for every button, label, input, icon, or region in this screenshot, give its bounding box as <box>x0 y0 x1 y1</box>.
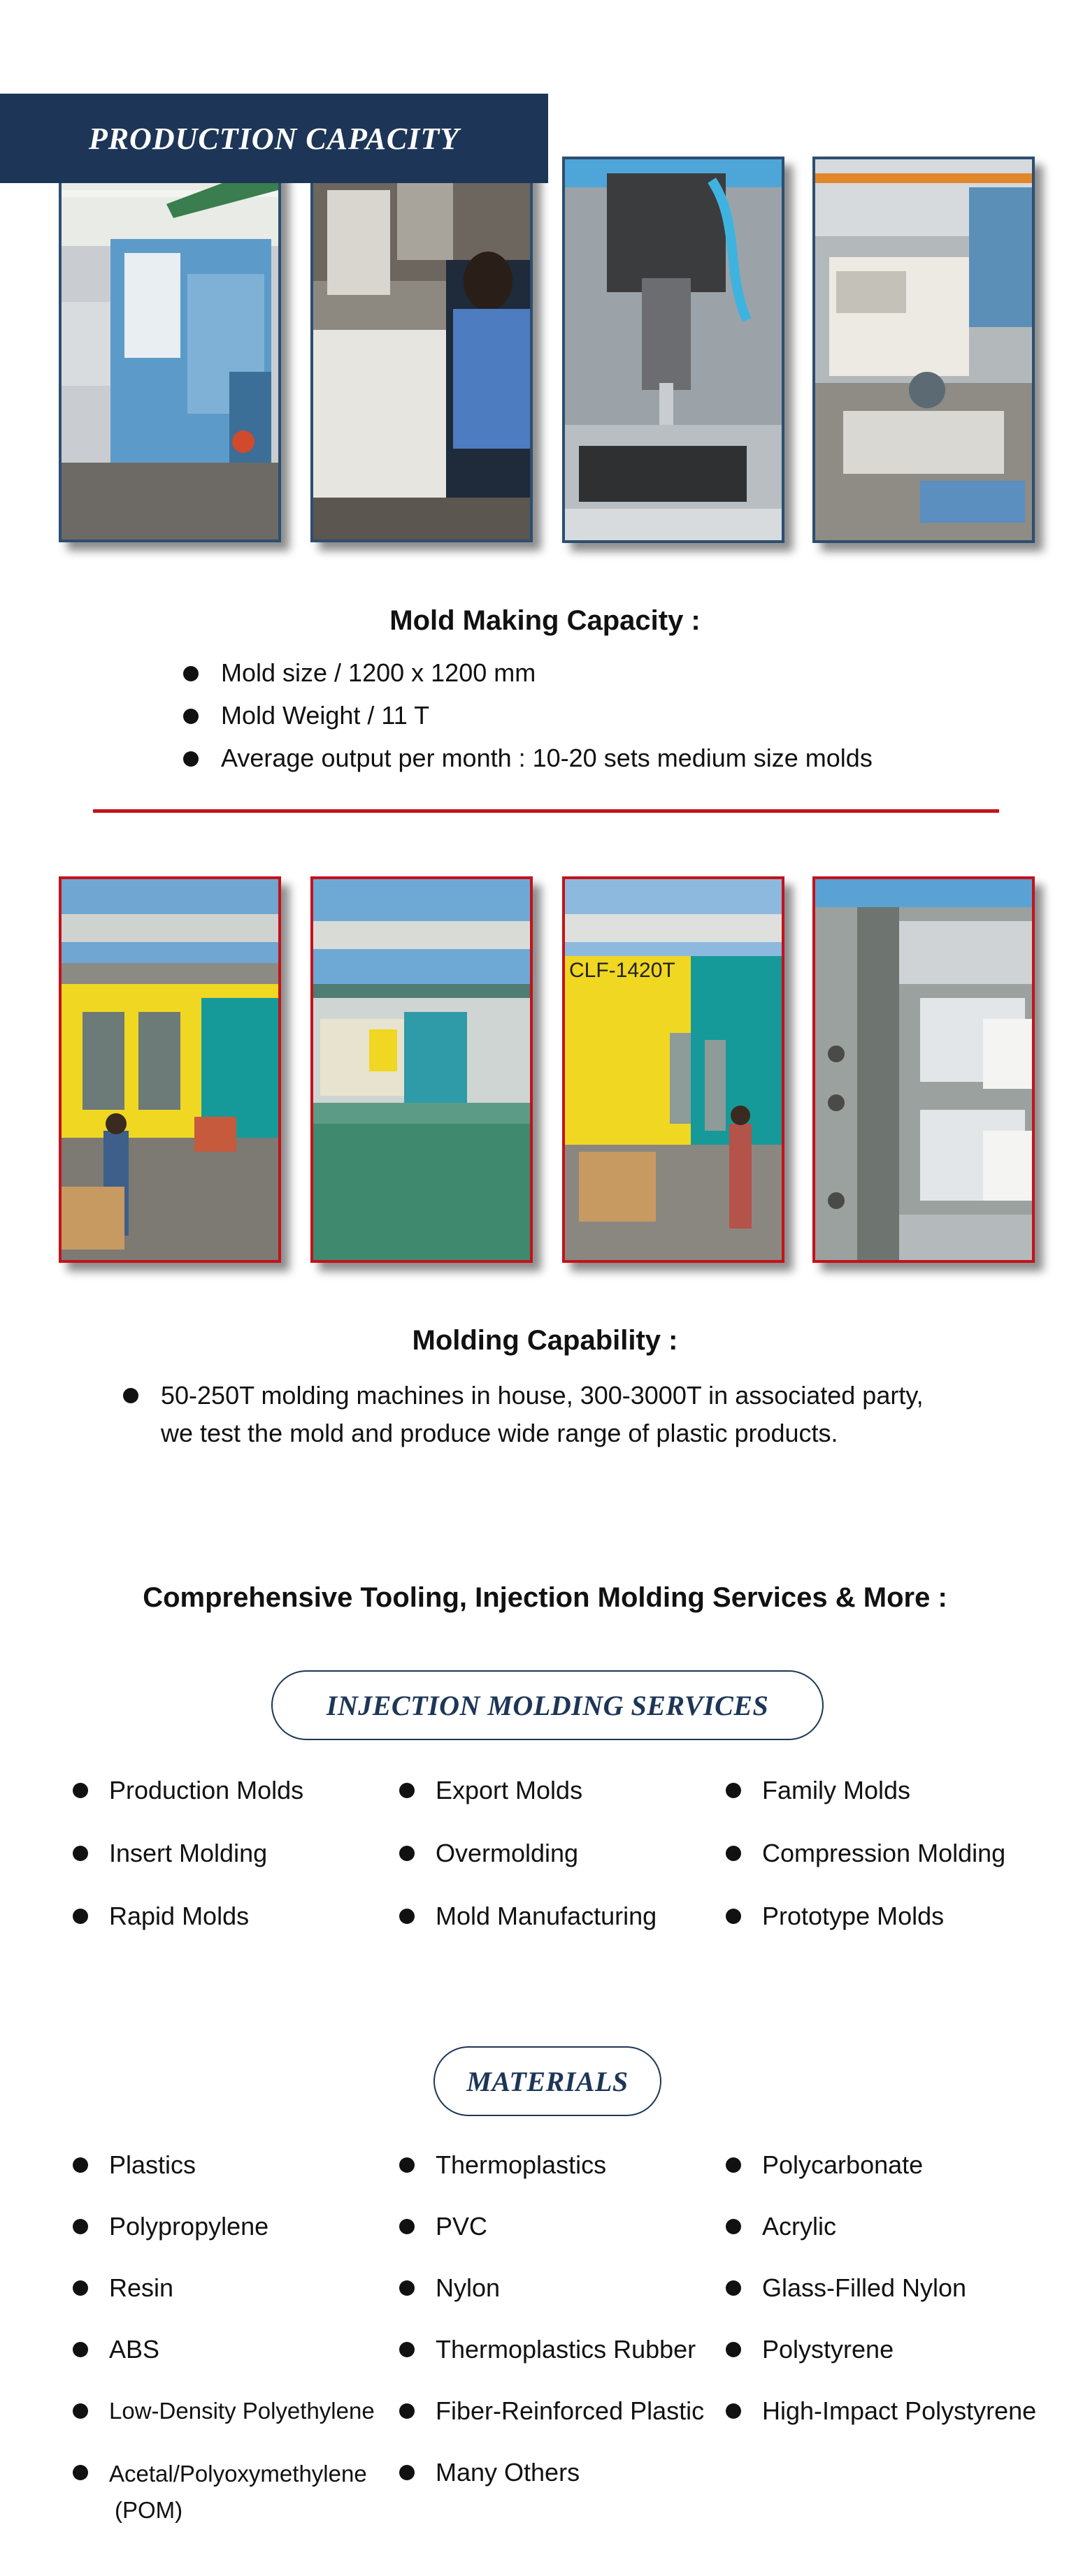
material-item <box>399 2394 704 2428</box>
bullet-dot <box>726 1783 741 1798</box>
molding-point-text <box>161 1377 924 1452</box>
photo-cnc-lathe-line <box>59 159 281 542</box>
mold-point-text: Mold Weight / 11 T <box>221 701 430 730</box>
mold-point-text: Mold size / 1200 x 1200 mm <box>221 658 536 687</box>
bullet-dot <box>73 1846 88 1861</box>
bullet-dot <box>183 666 199 681</box>
mold-point <box>183 701 429 730</box>
bullet-dot <box>399 2280 415 2296</box>
material-item-line: Acetal/Polyoxymethylene <box>109 2461 367 2487</box>
service-item-label: Mold Manufacturing <box>436 1902 657 1930</box>
bullet-dot <box>726 2157 741 2173</box>
bullet-dot <box>73 1909 88 1924</box>
bullet-dot <box>73 2219 88 2234</box>
bullet-dot <box>73 2342 88 2357</box>
service-item <box>399 1774 582 1807</box>
bullet-dot <box>73 2465 88 2480</box>
service-item <box>399 1900 657 1933</box>
material-item-label: Nylon <box>436 2273 501 2302</box>
service-item-label: Production Molds <box>109 1776 304 1804</box>
bullet-dot <box>183 751 199 767</box>
material-item <box>726 2394 1036 2428</box>
bullet-dot <box>73 2403 88 2419</box>
service-item-label: Rapid Molds <box>109 1902 250 1930</box>
molding-capability-heading: Molding Capability : <box>412 1325 678 1356</box>
bullet-dot <box>73 2157 88 2173</box>
services-heading: Comprehensive Tooling, Injection Molding Services & More : <box>143 1582 947 1613</box>
material-item <box>726 2271 966 2305</box>
injection-molding-services-pill: INJECTION MOLDING SERVICES <box>271 1670 824 1740</box>
service-item <box>726 1900 944 1933</box>
bullet-dot <box>399 2342 415 2357</box>
material-item-label: High-Impact Polystyrene <box>762 2396 1037 2425</box>
material-item-label: Many Others <box>436 2458 580 2487</box>
material-item-label: PVC <box>436 2212 488 2241</box>
bullet-dot <box>399 1846 415 1861</box>
material-item <box>726 2210 836 2243</box>
photo-molding-hall <box>310 876 533 1263</box>
bullet-dot <box>726 2342 741 2357</box>
photo-press-clf-1420t <box>562 876 784 1263</box>
bullet-dot <box>73 1783 88 1798</box>
photo-cnc-milling-spindle <box>562 157 784 543</box>
material-item-label: Fiber-Reinforced Plastic <box>436 2396 705 2425</box>
bullet-dot <box>399 2465 415 2480</box>
material-item <box>73 2456 367 2528</box>
material-item <box>399 2333 696 2366</box>
molding-point-line: we test the mold and produce wide range of plastic products. <box>161 1419 838 1447</box>
bullet-dot <box>726 2403 741 2419</box>
material-item-label: Plastics <box>109 2150 196 2179</box>
material-item-label: Polystyrene <box>762 2335 894 2364</box>
service-item <box>73 1837 267 1870</box>
bullet-dot <box>726 1909 741 1924</box>
service-item <box>726 1774 910 1807</box>
bullet-dot <box>73 2280 88 2296</box>
service-item-label: Prototype Molds <box>762 1902 945 1930</box>
service-item-label: Family Molds <box>762 1776 911 1804</box>
bullet-dot <box>123 1388 138 1403</box>
service-item <box>399 1837 578 1870</box>
material-item-label: Acrylic <box>762 2212 836 2241</box>
bullet-dot <box>183 709 199 724</box>
bullet-dot <box>726 1846 741 1861</box>
bullet-dot <box>726 2280 741 2296</box>
photo-mold-tooling <box>812 876 1035 1263</box>
material-item <box>726 2333 894 2366</box>
material-item <box>73 2271 173 2305</box>
mold-making-heading: Mold Making Capacity : <box>389 605 701 636</box>
service-item-label: Compression Molding <box>762 1839 1006 1867</box>
material-item-label: Resin <box>109 2273 174 2302</box>
bullet-dot <box>399 1909 415 1924</box>
material-item-label <box>109 2456 367 2528</box>
material-item-label: Polycarbonate <box>762 2150 924 2179</box>
bullet-dot <box>399 2403 415 2419</box>
material-item <box>399 2148 606 2182</box>
material-item-label: Polypropylene <box>109 2212 269 2241</box>
section-divider <box>93 809 999 813</box>
bullet-dot <box>399 2219 415 2234</box>
production-capacity-banner <box>0 94 548 183</box>
mold-point-text: Average output per month : 10-20 sets medium size molds <box>221 744 873 772</box>
material-item <box>399 2271 500 2305</box>
photo-edm-workshop <box>812 157 1035 543</box>
photo-operator-at-machine <box>310 159 533 542</box>
service-item-label: Export Molds <box>436 1776 583 1804</box>
materials-pill: MATERIALS <box>433 2046 661 2116</box>
material-item-label: Thermoplastics <box>436 2150 607 2179</box>
material-item <box>399 2210 487 2243</box>
material-item-label: Thermoplastics Rubber <box>436 2335 696 2364</box>
service-item-label: Insert Molding <box>109 1839 268 1867</box>
material-item <box>726 2148 923 2182</box>
molding-point-line: 50-250T molding machines in house, 300-3000T in associated party, <box>161 1381 924 1410</box>
mold-point <box>183 658 536 688</box>
service-item <box>73 1900 249 1933</box>
bullet-dot <box>399 2157 415 2173</box>
material-item <box>73 2210 268 2243</box>
bullet-dot <box>726 2219 741 2234</box>
material-item-label: Glass-Filled Nylon <box>762 2273 967 2302</box>
material-item-label: ABS <box>109 2335 160 2364</box>
service-item <box>73 1774 303 1807</box>
material-item <box>73 2394 375 2428</box>
molding-point <box>123 1377 924 1452</box>
service-item <box>726 1837 1005 1870</box>
banner-title: PRODUCTION CAPACITY <box>88 121 460 156</box>
bullet-dot <box>399 1783 415 1798</box>
photo-molding-machine-workers <box>59 876 281 1263</box>
press-model-label: CLF-1420T <box>569 959 675 982</box>
material-item <box>399 2456 580 2489</box>
material-item-label: Low-Density Polyethylene <box>109 2398 375 2424</box>
material-item <box>73 2333 159 2366</box>
material-item <box>73 2148 196 2182</box>
mold-point <box>183 744 873 773</box>
service-item-label: Overmolding <box>436 1839 579 1867</box>
material-item-line: (POM) <box>115 2497 183 2523</box>
